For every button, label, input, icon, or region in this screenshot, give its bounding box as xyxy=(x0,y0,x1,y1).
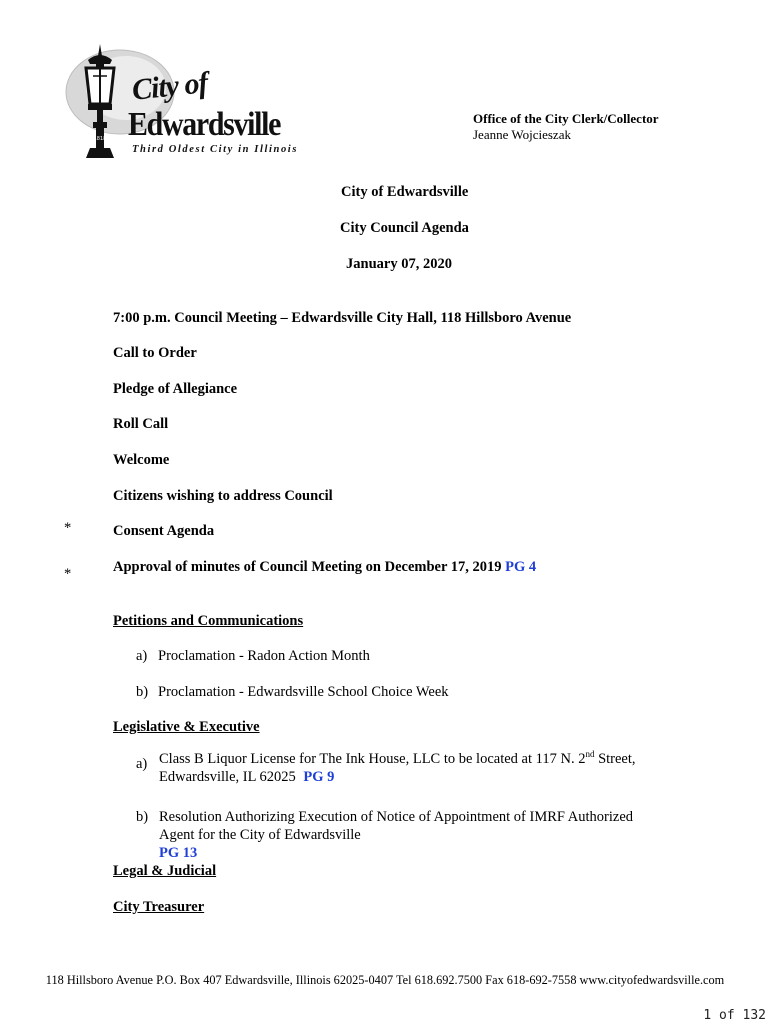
petitions-heading: Petitions and Communications xyxy=(113,613,304,629)
minutes-item xyxy=(113,558,536,576)
footer-address: 118 Hillsboro Avenue P.O. Box 407 Edwardsville, Illinois 62025-0407 Tel 618.692.7500 Fax 618-692-7558 www.cityofedwardsville.com xyxy=(45,973,725,987)
legislative-b-page-link[interactable]: PG 13 xyxy=(159,845,198,861)
page-indicator: 1 of 132 xyxy=(703,1008,766,1023)
svg-text:1818: 1818 xyxy=(93,136,107,142)
meeting-line: 7:00 p.m. Council Meeting – Edwardsville City Hall, 118 Hillsboro Avenue xyxy=(113,310,572,326)
petition-b-letter: b) xyxy=(136,684,149,700)
legislative-b-line2: Agent for the City of Edwardsville xyxy=(159,827,361,843)
legislative-a-line1 xyxy=(159,750,636,768)
legislative-b-line1: Resolution Authorizing Execution of Notice of Appointment of IMRF Authorized xyxy=(159,809,634,825)
legislative-b-letter: b) xyxy=(136,809,149,825)
minutes-text: Approval of minutes of Council Meeting on December 17, 2019 xyxy=(113,559,502,575)
legislative-a-line2 xyxy=(159,768,334,786)
legal-heading: Legal & Judicial xyxy=(113,863,217,879)
treasurer-heading: City Treasurer xyxy=(113,899,205,915)
call-to-order: Call to Order xyxy=(113,345,197,361)
logo-tagline: Third Oldest City in Illinois xyxy=(132,144,299,155)
logo-script-text: City of xyxy=(130,66,209,107)
petition-a xyxy=(136,647,370,665)
legislative-a-letter: a) xyxy=(136,756,148,772)
legislative-a-address: Edwardsville, IL 62025 xyxy=(159,769,296,785)
welcome: Welcome xyxy=(113,452,170,468)
minutes-page-link[interactable]: PG 4 xyxy=(505,559,537,575)
minutes-asterisk: * xyxy=(64,566,72,582)
logo-main-text: Edwardsville xyxy=(128,106,281,143)
petition-a-text: Proclamation - Radon Action Month xyxy=(158,648,370,664)
citizens-address: Citizens wishing to address Council xyxy=(113,488,333,504)
roll-call: Roll Call xyxy=(113,416,169,432)
office-name: Jeanne Wojcieszak xyxy=(473,127,571,142)
consent-asterisk: * xyxy=(64,520,72,536)
header-city: City of Edwardsville xyxy=(341,184,469,200)
legislative-a-text-end: Street, xyxy=(594,751,636,767)
legislative-a-page-link[interactable]: PG 9 xyxy=(303,769,335,785)
petition-a-letter: a) xyxy=(136,648,148,664)
header-date: January 07, 2020 xyxy=(346,256,452,272)
petition-b xyxy=(136,683,449,701)
header-agenda: City Council Agenda xyxy=(340,220,469,236)
pledge-of-allegiance: Pledge of Allegiance xyxy=(113,381,238,397)
petition-b-text: Proclamation - Edwardsville School Choice Week xyxy=(158,684,449,700)
consent-agenda: Consent Agenda xyxy=(113,523,215,539)
office-title: Office of the City Clerk/Collector xyxy=(473,111,659,126)
legislative-heading: Legislative & Executive xyxy=(113,719,260,735)
legislative-a-text: Class B Liquor License for The Ink House, LLC to be located at 117 N. 2 xyxy=(159,751,586,767)
ordinal-suffix: nd xyxy=(585,749,595,760)
